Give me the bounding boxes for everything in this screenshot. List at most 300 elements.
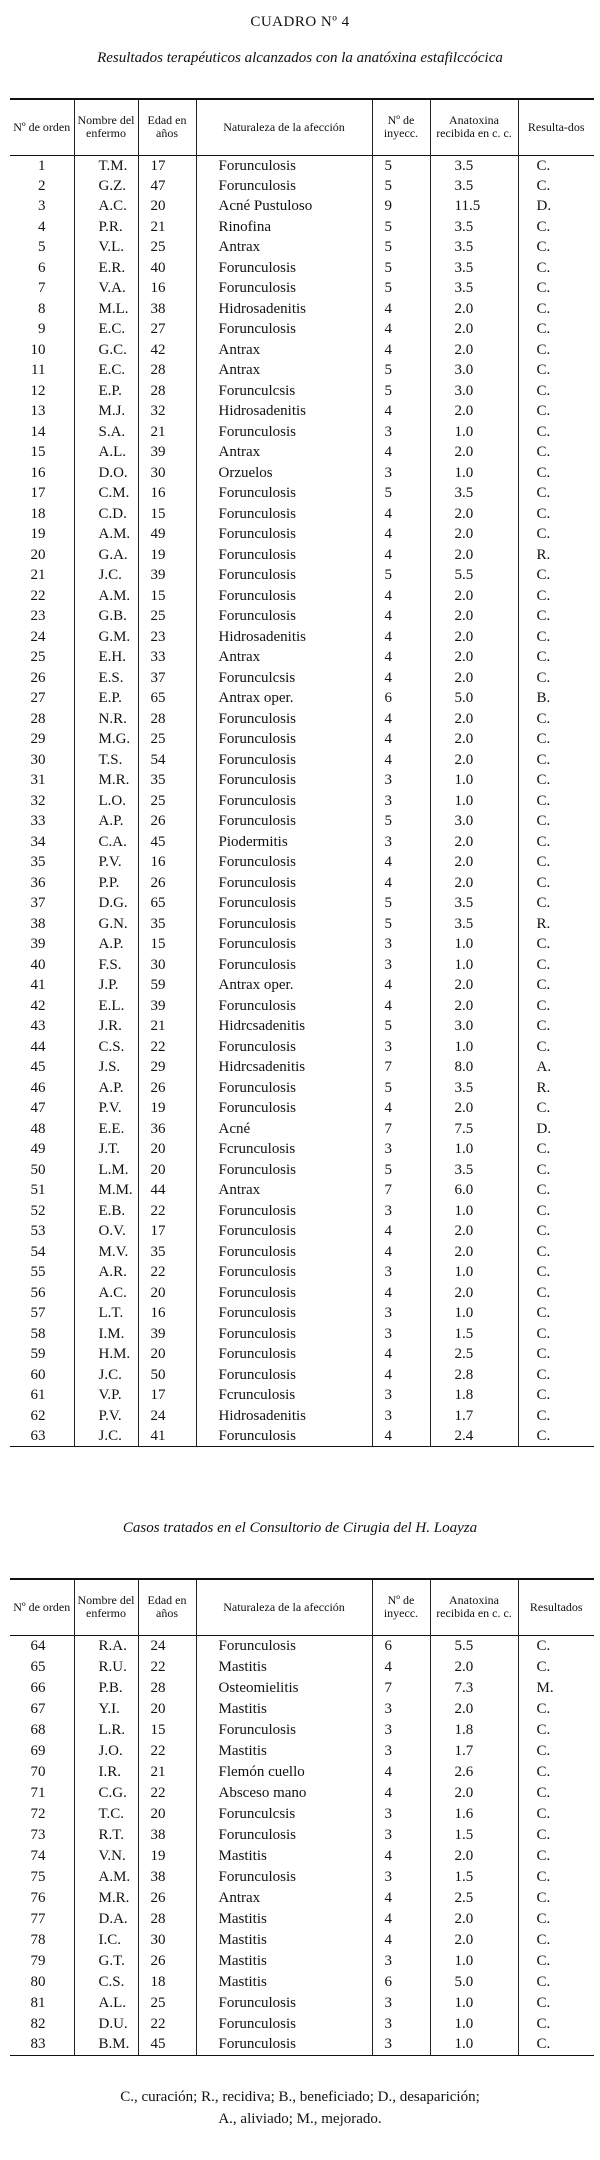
table-row	[10, 709, 594, 730]
column-header: Anatoxina recibida en c. c.	[430, 99, 518, 155]
table-cell: A.L.	[74, 1992, 138, 2013]
table-cell: D.O.	[74, 463, 138, 484]
table-cell: M.	[518, 1677, 594, 1698]
table-body	[10, 1635, 594, 2055]
table-row	[10, 750, 594, 771]
table-cell: 20	[138, 1803, 196, 1824]
table-cell: 67	[30, 1700, 46, 1717]
table-cell: I.M.	[74, 1324, 138, 1345]
table-cell: 2.0	[430, 1098, 518, 1119]
table-cell: 3.0	[430, 381, 518, 402]
table-cell: Forunculosis	[196, 2034, 372, 2055]
table-cell: Forunculosis	[196, 1303, 372, 1324]
table-cell: 53	[30, 1223, 46, 1240]
table-cell: 2.0	[430, 606, 518, 627]
table-cell: 38	[138, 299, 196, 320]
table-cell: C.	[518, 381, 594, 402]
table-row	[10, 1950, 594, 1971]
table-cell: 2.0	[430, 401, 518, 422]
table-cell: 60	[30, 1366, 46, 1383]
table-cell: 63	[30, 1428, 46, 1444]
table-cell: 20	[138, 1698, 196, 1719]
table-cell: 59	[138, 975, 196, 996]
table-cell: 57	[30, 1305, 46, 1322]
table-cell: 3	[372, 2034, 430, 2055]
table-cell: 5	[372, 565, 430, 586]
table-cell: 5	[372, 811, 430, 832]
table-cell: C.	[518, 586, 594, 607]
table-cell: 19	[138, 1845, 196, 1866]
table-cell: 51	[30, 1182, 46, 1199]
table-cell: Forunculosis	[196, 934, 372, 955]
table-cell: Hidrosadenitis	[196, 1406, 372, 1427]
table-row	[10, 1656, 594, 1677]
table-cell: C.D.	[74, 504, 138, 525]
table-cell: 2.0	[430, 975, 518, 996]
table-cell: C.	[518, 1782, 594, 1803]
table-cell: C.	[518, 340, 594, 361]
table-cell: 1.6	[430, 1803, 518, 1824]
table-cell: 39	[138, 996, 196, 1017]
table-cell: J.P.	[74, 975, 138, 996]
table-cell: C.	[518, 1221, 594, 1242]
column-header: Naturaleza de la afección	[196, 99, 372, 155]
table-cell: 1.7	[430, 1740, 518, 1761]
table-cell: 28	[138, 1908, 196, 1929]
table-cell: 59	[30, 1346, 46, 1363]
table-cell: 42	[138, 340, 196, 361]
table-cell: Mastitis	[196, 1656, 372, 1677]
table-cell: C.	[518, 1929, 594, 1950]
table-cell: H.M.	[74, 1344, 138, 1365]
table-cell: P.R.	[74, 217, 138, 238]
table-cell: Forunculosis	[196, 1037, 372, 1058]
table-cell: C.	[518, 176, 594, 197]
table-cell: C.	[518, 1262, 594, 1283]
table-cell: 4	[372, 504, 430, 525]
table-cell: 3	[372, 1992, 430, 2013]
table-cell: 54	[30, 1243, 46, 1260]
table-cell: L.R.	[74, 1719, 138, 1740]
table-row	[10, 1078, 594, 1099]
table-cell: Forunculosis	[196, 1098, 372, 1119]
table-cell: Forunculosis	[196, 1201, 372, 1222]
table-cell: 3	[372, 1324, 430, 1345]
table-cell: 13	[30, 403, 46, 420]
table-row	[10, 463, 594, 484]
column-header: Anatoxina recibida en c. c.	[430, 1579, 518, 1635]
table-cell: Forunculosis	[196, 504, 372, 525]
table-cell: G.C.	[74, 340, 138, 361]
table-cell: Y.I.	[74, 1698, 138, 1719]
table-cell: C.	[518, 1992, 594, 2013]
table-cell: 5	[372, 914, 430, 935]
table-cell: Antrax	[196, 1180, 372, 1201]
table-cell: 48	[30, 1120, 46, 1137]
table-cell: 30	[138, 463, 196, 484]
column-header: Nombre del enfermo	[74, 99, 138, 155]
table-cell: 64	[30, 1637, 46, 1654]
table-cell: 5	[372, 360, 430, 381]
table-cell: 26	[138, 1078, 196, 1099]
table-cell: 2.0	[430, 524, 518, 545]
column-header: Edad en años	[138, 99, 196, 155]
table-cell: 2.0	[430, 1845, 518, 1866]
table-cell: Forunculosis	[196, 750, 372, 771]
table-cell: 6	[38, 259, 46, 276]
table-cell: 2.0	[430, 1656, 518, 1677]
table-cell: 16	[30, 464, 46, 481]
table-cell: R.	[518, 545, 594, 566]
table-row	[10, 2013, 594, 2034]
table-cell: Forunculosis	[196, 586, 372, 607]
table-cell: 4	[372, 1845, 430, 1866]
table-cell: C.	[518, 299, 594, 320]
table-cell: A.C.	[74, 196, 138, 217]
table-cell: A.P.	[74, 934, 138, 955]
table-cell: 3	[372, 1262, 430, 1283]
table-cell: 3	[372, 832, 430, 853]
table-cell: 7	[372, 1119, 430, 1140]
table-cell: C.	[518, 422, 594, 443]
table-cell: E.C.	[74, 319, 138, 340]
table-row	[10, 2034, 594, 2055]
table-cell: Orzuelos	[196, 463, 372, 484]
table-row	[10, 811, 594, 832]
table-cell: 3.5	[430, 1160, 518, 1181]
table-cell: P.V.	[74, 852, 138, 873]
table-cell: 11.5	[430, 196, 518, 217]
table-cell: C.	[518, 627, 594, 648]
table-cell: 2.5	[430, 1344, 518, 1365]
table-cell: 15	[138, 934, 196, 955]
table-cell: C.	[518, 955, 594, 976]
table-row	[10, 893, 594, 914]
table-cell: 49	[138, 524, 196, 545]
table-cell: C.	[518, 1344, 594, 1365]
table-cell: 4	[372, 1908, 430, 1929]
table-cell: 1.0	[430, 1201, 518, 1222]
table-cell: C.	[518, 668, 594, 689]
table-row	[10, 401, 594, 422]
table-cell: J.C.	[74, 565, 138, 586]
table-cell: Forunculosis	[196, 2013, 372, 2034]
table-cell: C.	[518, 1698, 594, 1719]
table-cell: 20	[138, 196, 196, 217]
table-cell: 30	[30, 751, 46, 768]
table-cell: E.L.	[74, 996, 138, 1017]
table-cell: 18	[30, 505, 46, 522]
table-row	[10, 1344, 594, 1365]
table-cell: 44	[30, 1038, 46, 1055]
table-cell: Forunculosis	[196, 278, 372, 299]
table-cell: Flemón cuello	[196, 1761, 372, 1782]
table-cell: 81	[30, 1994, 46, 2011]
table-cell: C.	[518, 278, 594, 299]
table-cell: C.	[518, 1866, 594, 1887]
table-cell: C.	[518, 1016, 594, 1037]
table-cell: G.Z.	[74, 176, 138, 197]
table-cell: E.P.	[74, 381, 138, 402]
table-cell: 12	[30, 382, 46, 399]
table-cell: 2.0	[430, 586, 518, 607]
table-row	[10, 237, 594, 258]
table-cell: 26	[138, 1887, 196, 1908]
table-cell: Forunculosis	[196, 852, 372, 873]
table-cell: 3	[372, 1406, 430, 1427]
table-cell: 9	[372, 196, 430, 217]
table-cell: 1.0	[430, 2034, 518, 2055]
table-cell: 28	[138, 1677, 196, 1698]
table-subtitle: Resultados terapéuticos alcanzados con la anatóxina estafilccócica	[97, 50, 503, 66]
table-cell: 5	[372, 893, 430, 914]
table-cell: 2.0	[430, 647, 518, 668]
table-cell: 75	[30, 1868, 46, 1885]
table-cell: 1.0	[430, 934, 518, 955]
table-cell: 3	[372, 1201, 430, 1222]
table-cell: 4	[372, 524, 430, 545]
table-cell: C.	[518, 442, 594, 463]
table-cell: 3.5	[430, 1078, 518, 1099]
table-cell: 3	[372, 955, 430, 976]
table-cell: 5.5	[430, 1635, 518, 1656]
table-row	[10, 627, 594, 648]
table-cell: 3.5	[430, 914, 518, 935]
table-cell: 58	[30, 1325, 46, 1342]
table-cell: Hidrcsadenitis	[196, 1057, 372, 1078]
table-cell: Forunculosis	[196, 1635, 372, 1656]
table-cell: 15	[138, 504, 196, 525]
table-row	[10, 155, 594, 176]
table-cell: M.R.	[74, 1887, 138, 1908]
table-cell: 17	[138, 155, 196, 176]
table-cell: 4	[372, 299, 430, 320]
table-cell: D.	[518, 1119, 594, 1140]
column-header: Nombre del enfermo	[74, 1579, 138, 1635]
table-cell: T.S.	[74, 750, 138, 771]
table-cell: 2	[38, 177, 46, 194]
table-cell: 30	[138, 955, 196, 976]
table-cell: C.	[518, 1160, 594, 1181]
table-cell: 2.0	[430, 1283, 518, 1304]
table-cell: 4	[372, 1782, 430, 1803]
table-cell: 77	[30, 1910, 46, 1927]
table-cell: 66	[30, 1679, 46, 1696]
table-cell: C.	[518, 155, 594, 176]
table-cell: Antrax oper.	[196, 688, 372, 709]
table-cell: M.L.	[74, 299, 138, 320]
table-cell: E.B.	[74, 1201, 138, 1222]
table-cell: 54	[138, 750, 196, 771]
table-cell: 2.0	[430, 319, 518, 340]
table-cell: C.S.	[74, 1971, 138, 1992]
table-row	[10, 668, 594, 689]
table-cell: 4	[372, 340, 430, 361]
table-cell: 28	[138, 381, 196, 402]
table-cell: V.A.	[74, 278, 138, 299]
table-body	[10, 155, 594, 1447]
table-cell: Acné	[196, 1119, 372, 1140]
table-cell: A.M.	[74, 586, 138, 607]
table-row	[10, 1303, 594, 1324]
table-cell: 1.0	[430, 1992, 518, 2013]
table-cell: M.J.	[74, 401, 138, 422]
table-cell: Forunculcsis	[196, 381, 372, 402]
table-cell: 1.5	[430, 1824, 518, 1845]
legend-line: C., curación; R., recidiva; B., beneficiado; D., desaparición;	[120, 2089, 480, 2105]
table-row	[10, 1803, 594, 1824]
table-cell: C.	[518, 504, 594, 525]
table-row	[10, 975, 594, 996]
table-cell: P.P.	[74, 873, 138, 894]
table-cell: 26	[138, 811, 196, 832]
table-cell: V.P.	[74, 1385, 138, 1406]
table-cell: 21	[138, 1761, 196, 1782]
table-cell: 1.5	[430, 1324, 518, 1345]
table-cell: 1.5	[430, 1866, 518, 1887]
table-cell: Fcrunculosis	[196, 1139, 372, 1160]
table-cell: G.M.	[74, 627, 138, 648]
table-cell: 20	[138, 1160, 196, 1181]
table-row	[10, 1740, 594, 1761]
table-cell: B.	[518, 688, 594, 709]
table-cell: C.	[518, 1845, 594, 1866]
table-cell: 41	[138, 1426, 196, 1447]
table-cell: 3	[372, 1719, 430, 1740]
table-cell: 2.0	[430, 1908, 518, 1929]
table-row	[10, 1139, 594, 1160]
table-cell: C.	[518, 729, 594, 750]
table-cell: 7.5	[430, 1119, 518, 1140]
table-cell: 32	[138, 401, 196, 422]
table-cell: 28	[138, 709, 196, 730]
table-row	[10, 319, 594, 340]
table-cell: 4	[372, 586, 430, 607]
table-row	[10, 1324, 594, 1345]
table-cell: E.S.	[74, 668, 138, 689]
table-cell: 4	[372, 852, 430, 873]
table-cell: Forunculosis	[196, 1719, 372, 1740]
table-cell: 3	[372, 770, 430, 791]
table-cell: 22	[138, 2013, 196, 2034]
table-cell: Forunculosis	[196, 565, 372, 586]
table-cell: 4	[372, 647, 430, 668]
table-row	[10, 1385, 594, 1406]
table-cell: 7	[372, 1677, 430, 1698]
table-cell: C.	[518, 463, 594, 484]
table-cell: C.G.	[74, 1782, 138, 1803]
table-cell: 2.0	[430, 340, 518, 361]
table-cell: 3	[372, 1824, 430, 1845]
table-cell: 38	[30, 915, 46, 932]
table-row	[10, 1098, 594, 1119]
results-table-loayza	[10, 1578, 594, 2056]
table-cell: 71	[30, 1784, 46, 1801]
table-cell: 2.0	[430, 668, 518, 689]
table-cell: 3	[372, 1866, 430, 1887]
table-cell: 2.0	[430, 996, 518, 1017]
table-row	[10, 1866, 594, 1887]
table-cell: 25	[30, 649, 46, 666]
table-row	[10, 1283, 594, 1304]
table-cell: 5	[372, 1016, 430, 1037]
table-cell: 62	[30, 1407, 46, 1424]
table-cell: 70	[30, 1763, 46, 1780]
table-cell: 4	[372, 750, 430, 771]
table-cell: C.	[518, 1740, 594, 1761]
table-cell: Forunculosis	[196, 258, 372, 279]
table-row	[10, 1782, 594, 1803]
table-cell: Forunculosis	[196, 1426, 372, 1447]
table-cell: 35	[30, 854, 46, 871]
table-row	[10, 340, 594, 361]
table-cell: 5	[372, 258, 430, 279]
table-cell: 16	[138, 483, 196, 504]
table-cell: C.	[518, 1385, 594, 1406]
table-cell: 21	[138, 217, 196, 238]
table-cell: 19	[138, 545, 196, 566]
table-cell: C.	[518, 1406, 594, 1427]
table-cell: C.A.	[74, 832, 138, 853]
table-cell: C.	[518, 1635, 594, 1656]
table-cell: 37	[30, 895, 46, 912]
table-cell: 39	[138, 1324, 196, 1345]
table-cell: 21	[30, 567, 46, 584]
table-cell: 1.0	[430, 1139, 518, 1160]
table-row	[10, 1426, 594, 1447]
table-cell: 2.5	[430, 1887, 518, 1908]
table-cell: 40	[138, 258, 196, 279]
table-cell: M.G.	[74, 729, 138, 750]
table-cell: 45	[138, 2034, 196, 2055]
table-cell: 5.0	[430, 688, 518, 709]
table-cell: 24	[30, 628, 46, 645]
table-cell: Forunculosis	[196, 524, 372, 545]
table-row	[10, 504, 594, 525]
table-cell: C.	[518, 832, 594, 853]
table-cell: 23	[30, 608, 46, 625]
table-row	[10, 1992, 594, 2013]
table-cell: Hidrcsadenitis	[196, 1016, 372, 1037]
table-cell: E.C.	[74, 360, 138, 381]
table-row	[10, 1845, 594, 1866]
table-cell: 56	[30, 1284, 46, 1301]
table-cell: 69	[30, 1742, 46, 1759]
table-cell: 5	[372, 1160, 430, 1181]
table-cell: 8	[38, 300, 46, 317]
table-cell: A.L.	[74, 442, 138, 463]
table-cell: M.M.	[74, 1180, 138, 1201]
table-cell: 2.0	[430, 832, 518, 853]
table-cell: G.N.	[74, 914, 138, 935]
table-cell: R.U.	[74, 1656, 138, 1677]
table-row	[10, 606, 594, 627]
table-cell: 16	[138, 852, 196, 873]
table-cell: 3.5	[430, 176, 518, 197]
table-cell: Forunculcsis	[196, 1803, 372, 1824]
table-cell: C.	[518, 1180, 594, 1201]
table-cell: 21	[138, 1016, 196, 1037]
table-cell: 4	[372, 1221, 430, 1242]
table-cell: J.C.	[74, 1426, 138, 1447]
table-cell: Rinofina	[196, 217, 372, 238]
table-cell: 2.0	[430, 750, 518, 771]
table-row	[10, 299, 594, 320]
table-cell: 3	[372, 463, 430, 484]
table-cell: 79	[30, 1952, 46, 1969]
table-cell: 3.5	[430, 237, 518, 258]
table-cell: 2.0	[430, 299, 518, 320]
